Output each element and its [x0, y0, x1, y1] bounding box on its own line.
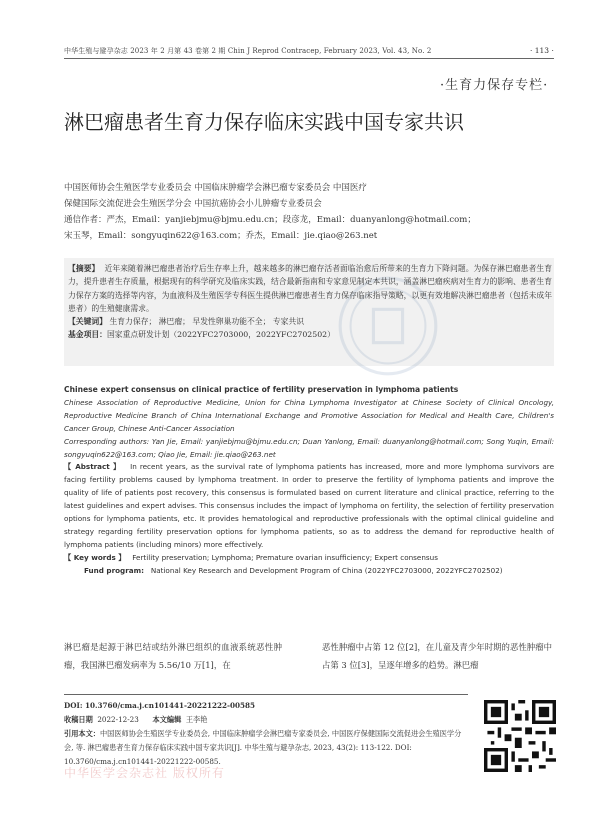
english-abstract: [64, 384, 554, 578]
abstract-label: 【摘要】: [68, 264, 100, 273]
editor-label: 本文编辑: [152, 715, 182, 724]
chinese-abstract: [68, 262, 552, 342]
body-left-column: 淋巴瘤是起源于淋巴结或结外淋巴组织的血液系统恶性肿瘤，我国淋巴瘤发病率为 5.56/10 万[1]，在: [64, 642, 282, 670]
author-block: [64, 180, 554, 244]
english-keywords-text: Fertility preservation; Lymphoma; Premature ovarian insufficiency; Expert consensus: [132, 552, 438, 562]
received-label: 收稿日期: [64, 715, 93, 724]
qr-code-icon[interactable]: [484, 700, 556, 772]
author-line-1: 中国医师协会生殖医学专业委员会 中国临床肿瘤学会淋巴瘤专家委员会 中国医疗: [64, 183, 367, 193]
cite-label: 引用本文：: [64, 729, 100, 738]
keywords-label: 【关键词】: [68, 317, 107, 327]
copyright-watermark: 中华医学会杂志社 版权所有: [64, 766, 225, 780]
english-keywords-label: 【 Key words 】: [64, 552, 126, 562]
doi-line: DOI: 10.3760/cma.j.cn101441-20221222-00585: [64, 701, 255, 710]
received-date: 2022-12-23: [97, 715, 139, 724]
footer-block: [64, 699, 468, 769]
english-abstract-text: In recent years, as the survival rate of lymphoma patients has increased, more and more lymphoma survivors are facing fertility problems caused by lymphoma treatment. In order to preserve the fertility of lymphoma patients and improve the quality of life of patients post recovery, this consensus is formulated based on current literature and clinical practice, referring to the latest guidelines and expert advises. This consensus includes the impact of lymphoma on fertility, the selection of fertility preservation options for lymphoma patients, etc. It provides hematological and reproductive professionals with the optimal clinical guideline and strategy regarding fertility preservation options for lymphoma patients, so as to address the demand for reproductive health of lymphoma patients (including minors) more effectively.: [64, 462, 554, 549]
english-title: Chinese expert consensus on clinical practice of fertility preservation in lymphoma patients: [64, 385, 459, 394]
fund-label: 基金项目：: [68, 330, 107, 340]
paper-title: 淋巴瘤患者生育力保存临床实践中国专家共识: [64, 110, 464, 134]
cite-text: 中国医师协会生殖医学专业委员会, 中国临床肿瘤学会淋巴瘤专家委员会, 中国医疗保健国际交流促进会生殖医学分会, 等. 淋巴瘤患者生育力保存临床实践中国专家共识[J]. 中华生殖与避孕杂志, 2023, 43(2): 113-122. DOI: 10.3760/cma.j.cn101441-20221222-00585.: [64, 729, 462, 766]
english-abstract-label: 【 Abstract 】: [64, 462, 121, 472]
english-corresponding: Corresponding authors: Yan Jie, Email: yanjiebjmu@bjmu.edu.cn; Duan Yanlong, Email: duanyanlong@hotmail.com; Song Yuqin, Email: songyuqin622@163.com; Qiao Jie, Email: jie.qiao@263.net: [64, 436, 554, 459]
english-fund-label: Fund program:: [84, 565, 144, 575]
abstract-text: 近年来随着淋巴瘤患者治疗后生存率上升，越来越多的淋巴瘤存活者面临治愈后所带来的生育力下降问题。为保存淋巴瘤患者生育力，提升患者生存质量，根据现有的科学研究及临床实践，结合最新指南和专家意见制定本共识，涵盖淋巴瘤疾病对生育力的影响、患者生育力保存方案的选择等内容，为血液科及生殖医学专科医生提供淋巴瘤患者生育力保存临床指导策略，以更有效地解决淋巴瘤患者（包括未成年患者）的生殖健康需求。: [68, 264, 553, 313]
author-line-4: 宋玉琴，Email：songyuqin622@163.com；乔杰，Email：jie.qiao@263.net: [64, 231, 378, 241]
english-orgs: Chinese Association of Reproductive Medicine, Union for China Lymphoma Investigator at Chinese Society of Clinical Oncology, Reproductive Medicine Branch of China International Exchange and Promotive Association for Medical and Health Care, Children's Cancer Group, Chinese Anti-Cancer Association: [64, 397, 554, 433]
author-line-2: 保健国际交流促进会生殖医学分会 中国抗癌协会小儿肿瘤专业委员会: [64, 199, 322, 209]
journal-header: 中华生殖与避孕杂志 2023 年 2 月第 43 卷第 2 期 Chin J Reprod Contracep, February 2023, Vol. 43, No. 2: [64, 47, 432, 55]
page-number: · 113 ·: [530, 46, 554, 55]
editor-name: 王李艳: [185, 715, 208, 724]
author-line-3: 通信作者：严杰，Email：yanjiebjmu@bjmu.edu.cn；段彦龙，Email：duanyanlong@hotmail.com；: [64, 215, 476, 225]
header-rule: [64, 58, 554, 59]
fund-text: 国家重点研发计划（2022YFC2703000，2022YFC2702502）: [106, 330, 335, 340]
english-fund-text: National Key Research and Development Program of China (2022YFC2703000, 2022YFC2702502): [150, 565, 503, 575]
body-right-column: 恶性肿瘤中占第 12 位[2]，在儿童及青少年时期的恶性肿瘤中占第 3 位[3]，呈逐年增多的趋势。淋巴瘤: [322, 642, 552, 670]
keywords-text: 生育力保存； 淋巴瘤； 早发性卵巢功能不全； 专家共识: [109, 317, 305, 327]
footer-rule: [64, 694, 468, 695]
column-label: ·生育力保存专栏·: [440, 78, 549, 93]
